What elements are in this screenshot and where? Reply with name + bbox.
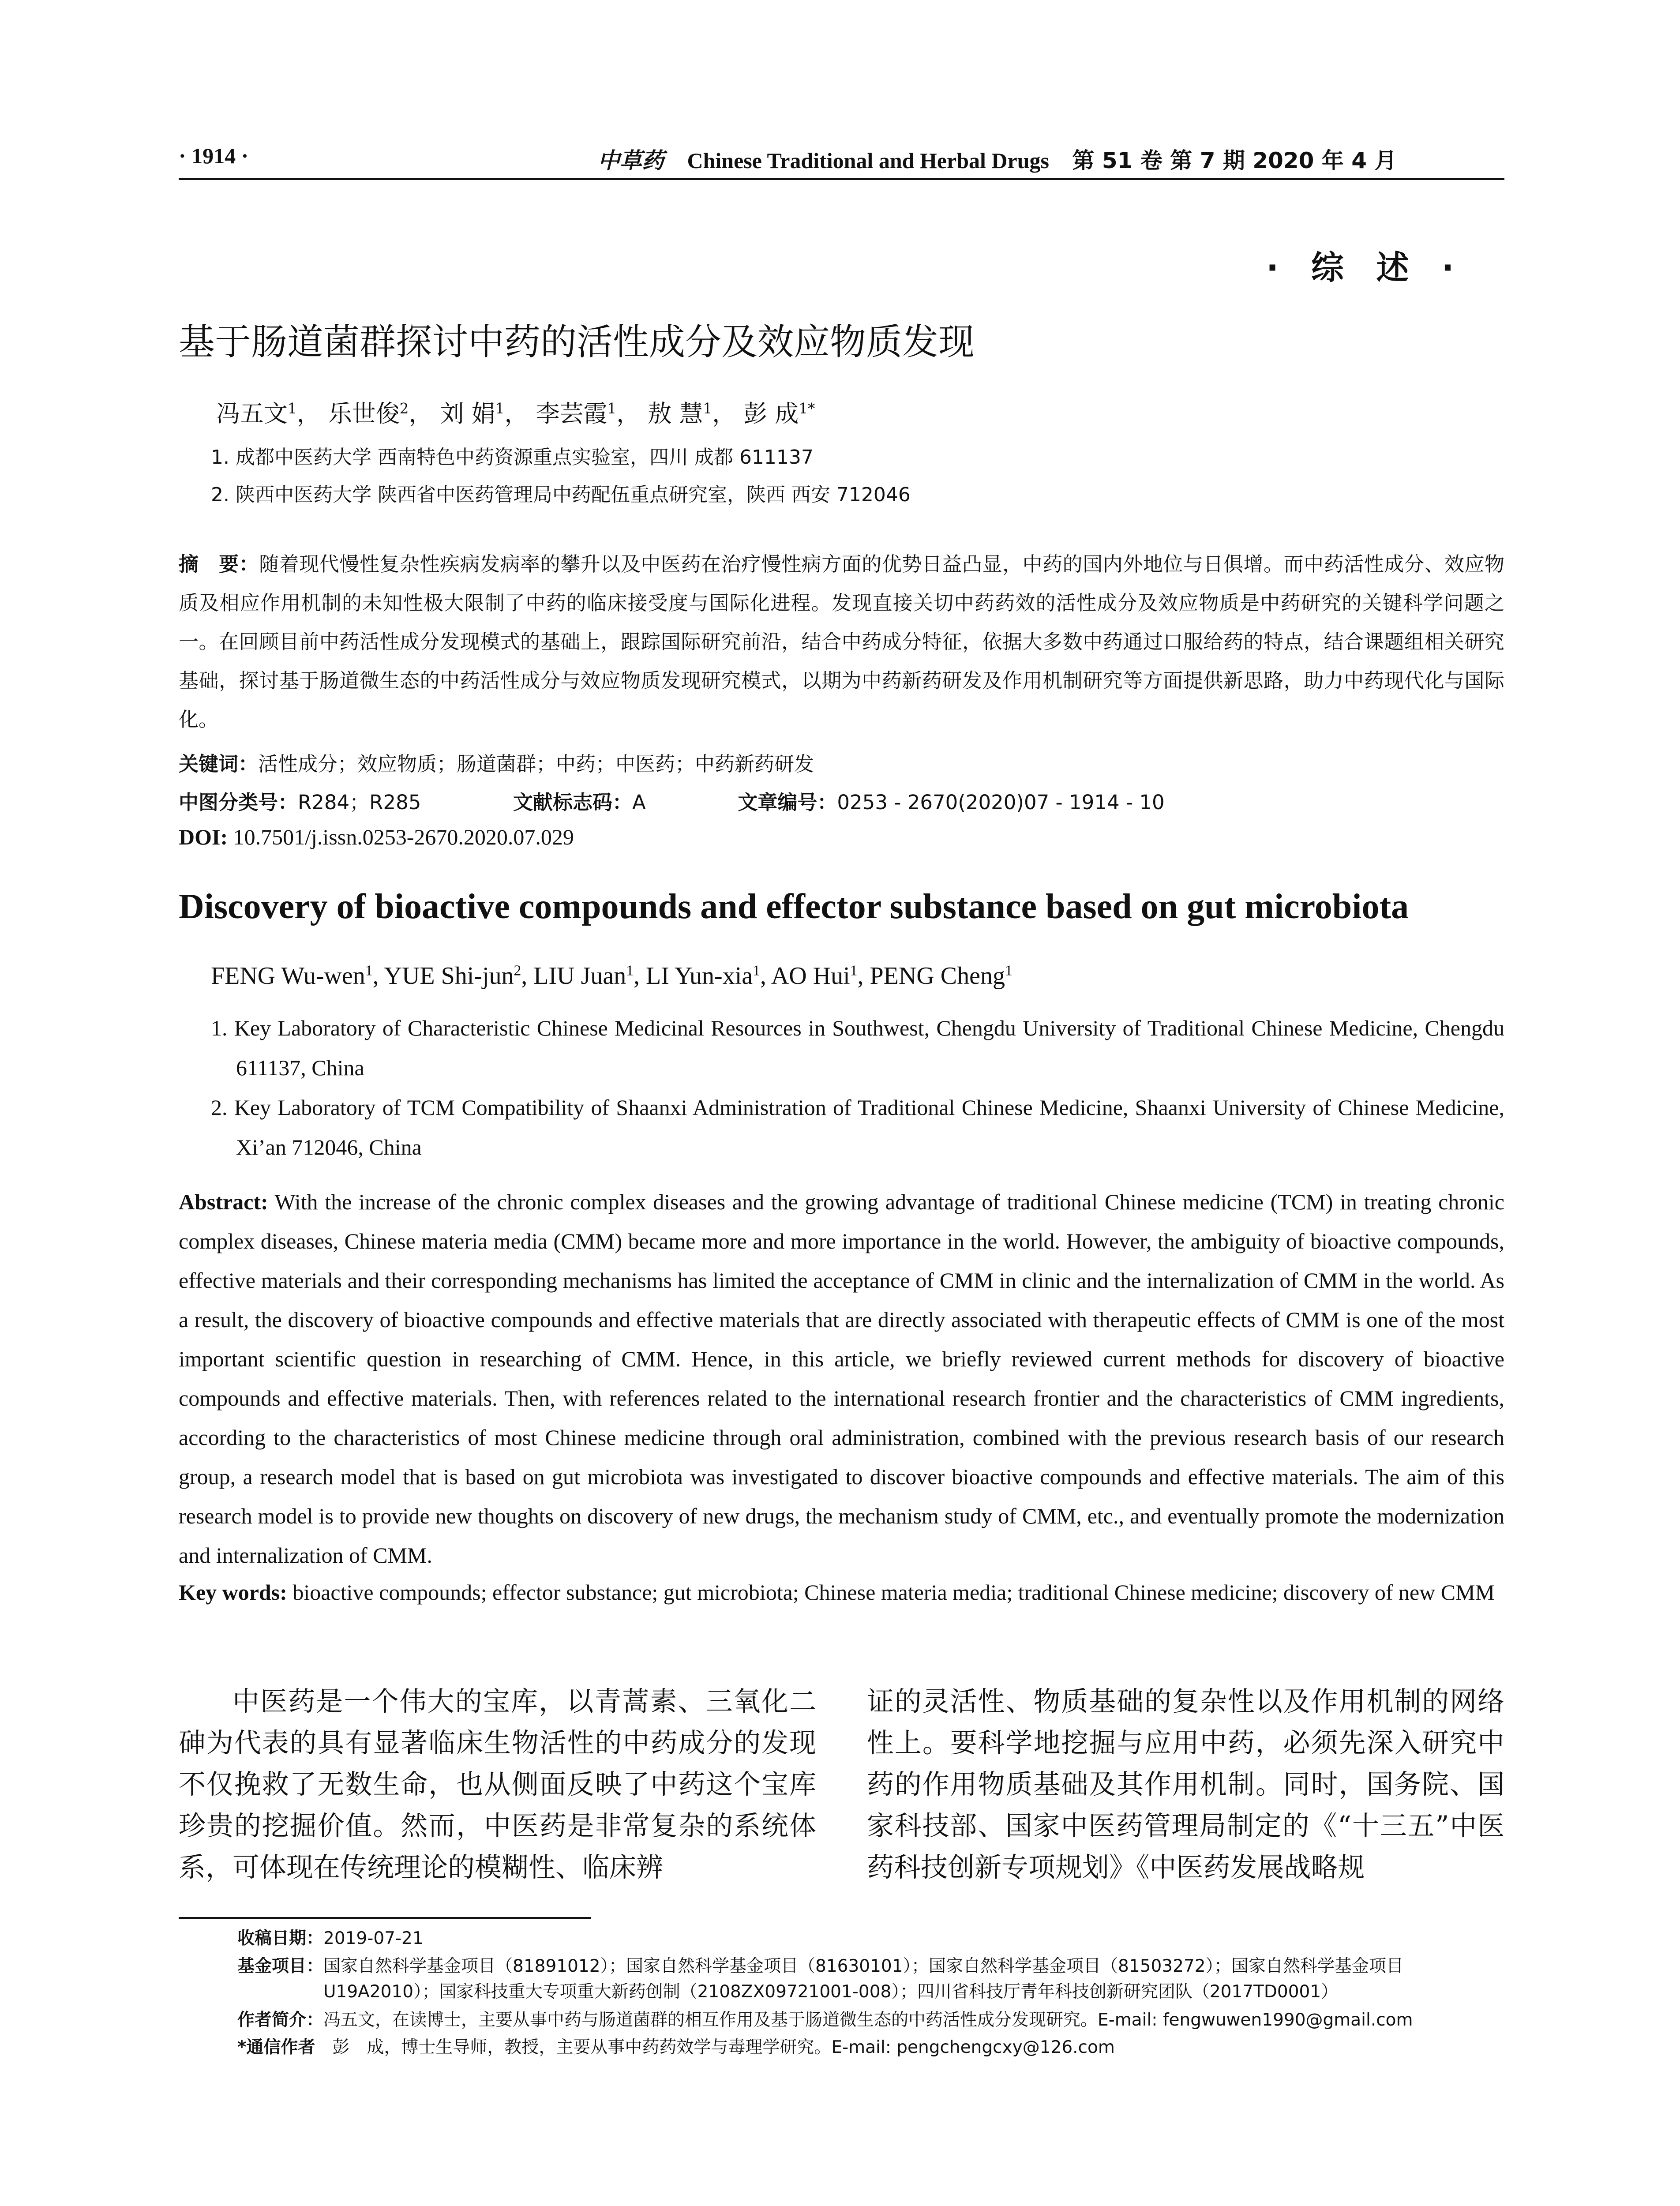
author: 刘 娟$^1$， <box>440 400 529 428</box>
journal-name-en: Chinese Traditional and Herbal Drugs <box>687 148 1049 173</box>
footnote-received: 收稿日期：2019-07-21 <box>237 1928 424 1948</box>
en-affiliation-1: 1. Key Laboratory of Characteristic Chinese Medicinal Resources in Southwest, Chengdu University of Traditional Chinese Medicine, Chengdu 611137, China <box>211 1016 1504 1080</box>
running-header <box>179 140 1502 176</box>
doi: DOI: 10.7501/j.issn.0253-2670.2020.07.029 <box>179 825 574 849</box>
clc-number: R284；R285 <box>298 791 421 814</box>
doc-code: A <box>632 791 646 814</box>
cn-classification: 中图分类号：R284；R285 文献标志码：A 文章编号：0253 - 2670(2020)07 - 1914 - 10 <box>179 791 1165 814</box>
author: YUE Shi-jun$^2$, <box>384 962 534 990</box>
header-rule <box>179 178 1504 180</box>
body-paragraph: 中医药是一个伟大的宝库，以青蒿素、三氧化二砷为代表的具有显著临床生物活性的中药成分的发现不仅挽救了无数生命，也从侧面反映了中药这个宝库珍贵的挖掘价值。然而，中医药是非常复杂的系统体系，可体现在传统理论的模糊性、临床辨 <box>179 1686 816 1883</box>
author: LI Yun-xia$^1$, <box>646 962 771 990</box>
author: 彭 成$^{1*}$ <box>743 400 815 428</box>
cn-title: 基于肠道菌群探讨中药的活性成分及效应物质发现 <box>179 321 975 363</box>
page-number: · 1914 · <box>179 143 249 168</box>
en-abstract <box>179 1182 1504 1575</box>
journal-name <box>598 143 1396 175</box>
body-column-right <box>867 1681 1504 1888</box>
journal-issue: 第 51 卷 第 7 期 2020 年 4 月 <box>1072 148 1397 173</box>
journal-name-cn: 中草药 <box>598 148 664 173</box>
footnote-rule <box>179 1917 591 1919</box>
cn-abstract-label: 摘 要： <box>179 552 259 576</box>
section-tag: · 综 述 · <box>1266 249 1465 287</box>
author: FENG Wu-wen$^1$, <box>211 962 384 990</box>
en-keywords: Key words: bioactive compounds; effector substance; gut microbiota; Chinese materia media; traditional Chinese medicine; discovery of new CMM <box>179 1580 1495 1605</box>
footnote-funding: 基金项目：国家自然科学基金项目（81891012）；国家自然科学基金项目（81630101）；国家自然科学基金项目（81503272）；国家自然科学基金项目 U19A2010）；国家科技重大专项重大新药创制（2108ZX09721001-008）；四川省科技厅青年科技创新研究团队（2017TD0001） <box>237 1956 1404 2002</box>
author: PENG Cheng$^1$ <box>870 962 1012 990</box>
author: 冯五文$^1$， <box>216 400 321 428</box>
footnote-corresponding: *通信作者 彭 成，博士生导师，教授，主要从事中药药效学与毒理学研究。E-mail: pengchengcxy@126.com <box>237 2037 1115 2057</box>
cn-affiliation-1: 1. 成都中医药大学 西南特色中药资源重点实验室，四川 成都 611137 <box>211 446 814 469</box>
author: AO Hui$^1$, <box>771 962 870 990</box>
cn-abstract <box>179 545 1504 739</box>
cn-abstract-text: 随着现代慢性复杂性疾病发病率的攀升以及中医药在治疗慢性病方面的优势日益凸显，中药的国内外地位与日俱增。而中药活性成分、效应物质及相应作用机制的未知性极大限制了中药的临床接受度与国际化进程。发现直接关切中药药效的活性成分及效应物质是中药研究的关键科学问题之一。在回顾目前中药活性成分发现模式的基础上，跟踪国际研究前沿，结合中药成分特征，依据大多数中药通过口服给药的特点，结合课题组相关研究基础，探讨基于肠道微生态的中药活性成分与效应物质发现研究模式，以期为中药新药研发及作用机制研究等方面提供新思路，助力中药现代化与国际化。 <box>179 552 1504 731</box>
body-column-left <box>179 1681 816 1888</box>
doi-link[interactable]: 10.7501/j.issn.0253-2670.2020.07.029 <box>233 825 574 849</box>
author: LIU Juan$^1$, <box>533 962 646 990</box>
en-authors <box>211 962 1012 990</box>
author: 敖 慧$^1$， <box>648 400 736 428</box>
footnote-author: 作者简介：冯五文，在读博士，主要从事中药与肠道菌群的相互作用及基于肠道微生态的中药活性成分发现研究。E-mail: fengwuwen1990@gmail.com <box>237 2010 1413 2030</box>
en-title: Discovery of bioactive compounds and effector substance based on gut microbiota <box>179 887 1409 926</box>
author: 乐世俊$^2$， <box>328 400 433 428</box>
body-paragraph: 证的灵活性、物质基础的复杂性以及作用机制的网络性上。要科学地挖掘与应用中药，必须先深入研究中药的作用物质基础及其作用机制。同时，国务院、国家科技部、国家中医药管理局制定的《“十三五”中医药科技创新专项规划》《中医药发展战略规 <box>867 1686 1504 1883</box>
article-number: 0253 - 2670(2020)07 - 1914 - 10 <box>837 791 1165 814</box>
cn-affiliation-2: 2. 陕西中医药大学 陕西省中医药管理局中药配伍重点研究室，陕西 西安 712046 <box>211 484 911 506</box>
en-abstract-label: Abstract: <box>179 1189 268 1214</box>
cn-keywords: 关键词：活性成分；效应物质；肠道菌群；中药；中医药；中药新药研发 <box>179 752 814 776</box>
author: 李芸霞$^1$， <box>536 400 641 428</box>
en-affiliation-2: 2. Key Laboratory of TCM Compatibility of Shaanxi Administration of Traditional Chinese Medicine, Shaanxi University of Chinese Medicine, Xi’an 712046, China <box>211 1095 1504 1159</box>
en-abstract-text: With the increase of the chronic complex diseases and the growing advantage of traditional Chinese medicine (TCM) in treating chronic complex diseases, Chinese materia media (CMM) became more and more importance in the world. However, the ambiguity of bioactive compounds, effective materials and their corresponding mechanisms has limited the acceptance of CMM in clinic and the internalization of CMM in the world. As a result, the discovery of bioactive compounds and effective materials that are directly associated with therapeutic effects of CMM is one of the most important scientific question in researching of CMM. Hence, in this article, we briefly reviewed current methods for discovery of bioactive compounds and effective materials. Then, with references related to the international research frontier and the characteristics of CMM ingredients, according to the characteristics of most Chinese medicine through oral administration, combined with the previous research basis of our research group, a research model that is based on gut microbiota was investigated to discover bioactive compounds and effective materials. The aim of this research model is to provide new thoughts on discovery of new drugs, the mechanism study of CMM, etc., and eventually promote the modernization and internalization of CMM. <box>179 1189 1504 1568</box>
cn-authors <box>216 395 815 429</box>
